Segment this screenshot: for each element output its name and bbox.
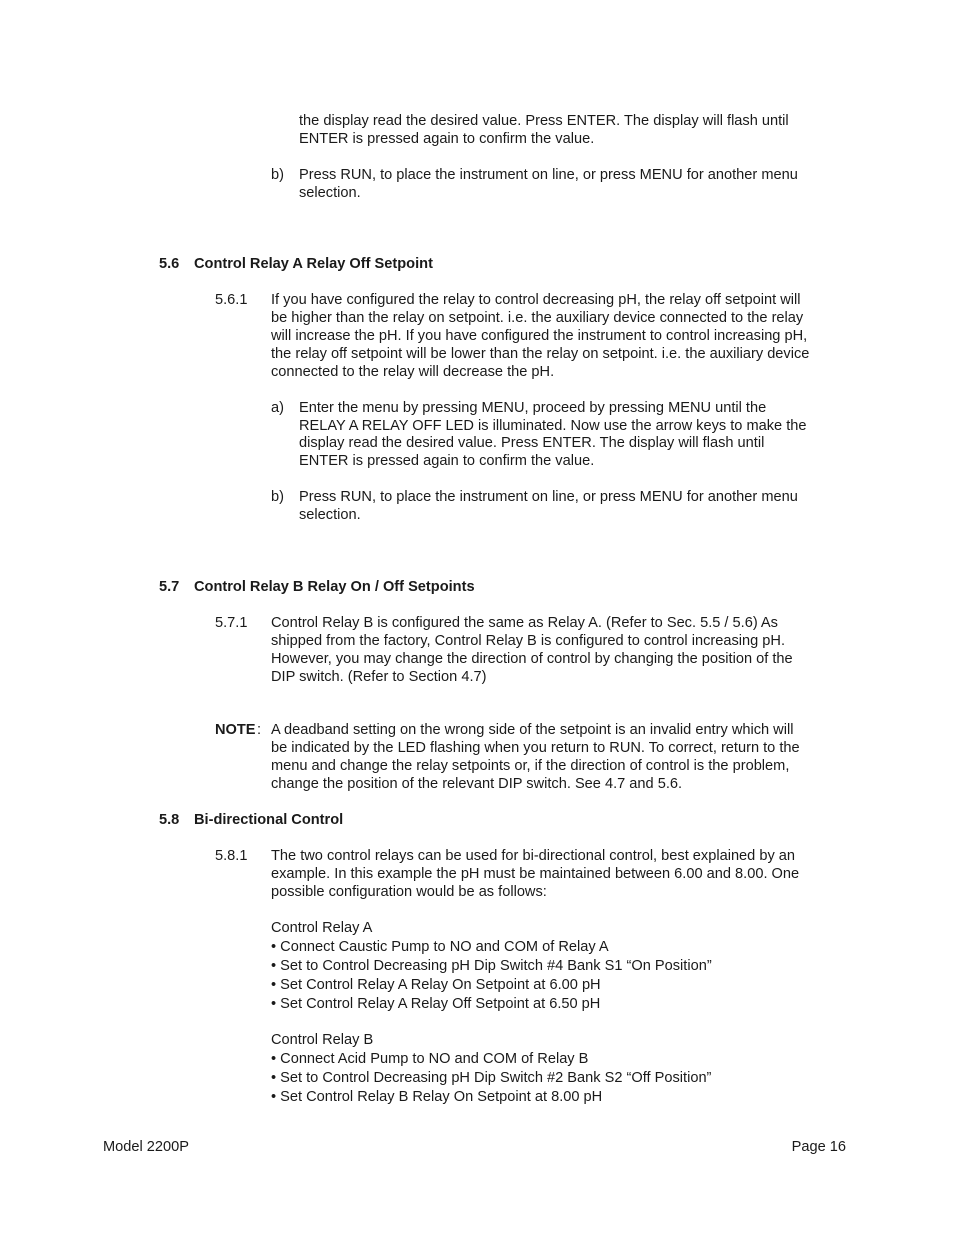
body-text-line: • Set Control Relay A Relay Off Setpoint at 6.50 pH — [271, 996, 601, 1012]
body-text-line: Enter the menu by pressing MENU, proceed by pressing MENU until the — [299, 400, 767, 416]
body-text-line: Press RUN, to place the instrument on line, or press MENU for another menu — [299, 489, 798, 505]
body-text-line: If you have configured the relay to control decreasing pH, the relay off setpoint will — [271, 292, 801, 308]
section-heading-text: NOTE — [215, 722, 256, 738]
section-heading-text: Control Relay A Relay Off Setpoint — [194, 256, 433, 272]
section-heading-text: 5.6 — [159, 256, 180, 272]
body-text-line: RELAY A RELAY OFF LED is illuminated. Now use the arrow keys to make the — [299, 418, 807, 434]
body-text-line: possible configuration would be as follows: — [271, 884, 547, 900]
body-text-line: will increase the pH. If you have configured the instrument to control increasing pH, — [271, 328, 808, 344]
body-text-line: display read the desired value. Press ENTER. The display will flash until — [299, 435, 765, 451]
body-text-line: be indicated by the LED flashing when you return to RUN. To correct, return to the — [271, 740, 800, 756]
body-text-line: 5.7.1 — [215, 615, 248, 631]
body-text-line: menu and change the relay setpoints or, if the direction of control is the problem, — [271, 758, 790, 774]
section-heading-text: 5.8 — [159, 812, 180, 828]
body-text-line: • Set to Control Decreasing pH Dip Switch #2 Bank S2 “Off Position” — [271, 1070, 712, 1086]
body-text-line: a) — [271, 400, 284, 416]
body-text-line: the display read the desired value. Press ENTER. The display will flash until — [299, 113, 789, 129]
body-text-line: • Connect Caustic Pump to NO and COM of Relay A — [271, 939, 609, 955]
body-text-line: 5.8.1 — [215, 848, 248, 864]
body-text-line: selection. — [299, 185, 361, 201]
body-text-line: However, you may change the direction of control by changing the position of the — [271, 651, 793, 667]
body-text-line: Control Relay B — [271, 1032, 374, 1048]
body-text-line: shipped from the factory, Control Relay B is configured to control increasing pH. — [271, 633, 786, 649]
body-text-line: : — [257, 722, 262, 738]
body-text-line: example. In this example the pH must be maintained between 6.00 and 8.00. One — [271, 866, 800, 882]
section-heading-text: Control Relay B Relay On / Off Setpoints — [194, 579, 475, 595]
body-text-line: 5.6.1 — [215, 292, 248, 308]
body-text-line: • Set Control Relay A Relay On Setpoint at 6.00 pH — [271, 977, 601, 993]
footer-model: Model 2200P — [103, 1139, 190, 1155]
body-text-line: the relay off setpoint will be lower than the relay on setpoint. i.e. the auxiliary device — [271, 346, 810, 362]
body-text-line: • Connect Acid Pump to NO and COM of Relay B — [271, 1051, 589, 1067]
body-text-line: • Set Control Relay B Relay On Setpoint at 8.00 pH — [271, 1089, 603, 1105]
body-text-line: DIP switch. (Refer to Section 4.7) — [271, 669, 487, 685]
body-text-line: b) — [271, 167, 284, 183]
body-text-line: change the position of the relevant DIP switch. See 4.7 and 5.6. — [271, 776, 683, 792]
footer-page-number: Page 16 — [791, 1139, 846, 1155]
body-text-line: ENTER is pressed again to confirm the value. — [299, 453, 595, 469]
body-text-line: b) — [271, 489, 284, 505]
section-heading-text: 5.7 — [159, 579, 180, 595]
body-text-line: connected to the relay will decrease the pH. — [271, 364, 555, 380]
section-heading-text: Bi-directional Control — [194, 812, 344, 828]
body-text-line: ENTER is pressed again to confirm the value. — [299, 131, 595, 147]
body-text-line: The two control relays can be used for bi-directional control, best explained by an — [271, 848, 796, 864]
body-text-line: be higher than the relay on setpoint. i.e. the auxiliary device connected to the relay — [271, 310, 804, 326]
body-text-line: selection. — [299, 507, 361, 523]
body-text-line: A deadband setting on the wrong side of the setpoint is an invalid entry which will — [271, 722, 794, 738]
body-text-line: Press RUN, to place the instrument on line, or press MENU for another menu — [299, 167, 798, 183]
body-text-line: • Set to Control Decreasing pH Dip Switch #4 Bank S1 “On Position” — [271, 958, 712, 974]
body-text-line: Control Relay A — [271, 920, 373, 936]
body-text-line: Control Relay B is configured the same as Relay A. (Refer to Sec. 5.5 / 5.6) As — [271, 615, 778, 631]
